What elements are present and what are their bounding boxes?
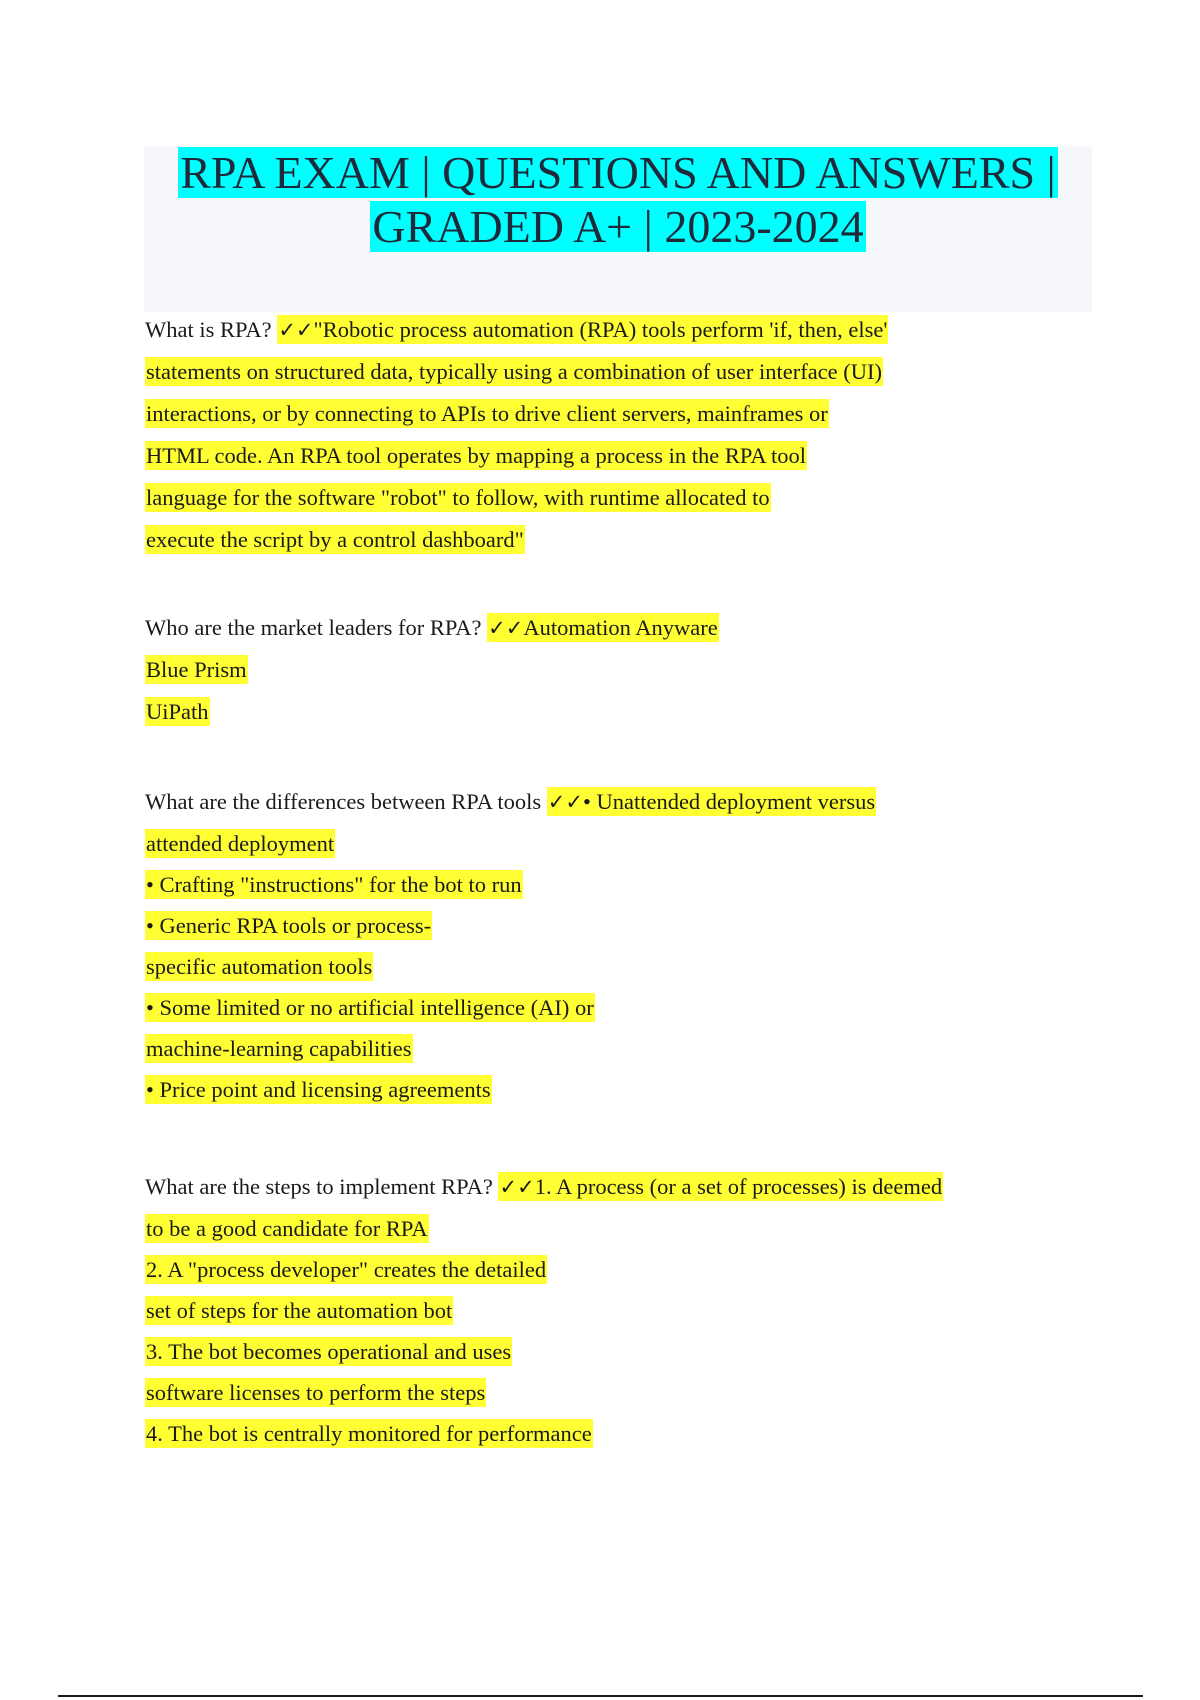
answer-line: • Generic RPA tools or process- (146, 913, 432, 938)
check-icon: ✓✓ (278, 318, 314, 342)
answer-line: • Some limited or no artificial intelligence (AI) or (146, 995, 594, 1020)
answer-line: machine-learning capabilities (146, 1036, 412, 1061)
answer-line: • Crafting "instructions" for the bot to run (146, 872, 522, 897)
page-bottom-rule (58, 1695, 1143, 1697)
question-text: What are the differences between RPA tools (145, 789, 542, 814)
title-line-1: RPA EXAM | QUESTIONS AND ANSWERS | (180, 147, 1056, 198)
answer-line: HTML code. An RPA tool operates by mapping a process in the RPA tool (146, 443, 806, 468)
qa-block-implement-steps (145, 1166, 1045, 1454)
answer-line: language for the software "robot" to follow, with runtime allocated to (146, 485, 770, 510)
answer-line: 1. A process (or a set of processes) is deemed (534, 1174, 943, 1199)
answer-line: • Price point and licensing agreements (146, 1077, 491, 1102)
answer-line: specific automation tools (146, 954, 373, 979)
answer-line: 3. The bot becomes operational and uses (146, 1339, 512, 1364)
check-icon: ✓✓ (488, 616, 524, 640)
answer-line: "Robotic process automation (RPA) tools perform 'if, then, else' (313, 317, 888, 342)
qa-block-market-leaders (145, 607, 1045, 733)
document-title (144, 146, 1092, 254)
qa-question-line (145, 309, 1045, 351)
qa-question-line (145, 607, 1045, 649)
title-line-2: GRADED A+ | 2023-2024 (372, 201, 864, 252)
answer-line: interactions, or by connecting to APIs to drive client servers, mainframes or (146, 401, 828, 426)
question-text: Who are the market leaders for RPA? (145, 615, 482, 640)
answer-line: execute the script by a control dashboard" (146, 527, 524, 552)
answer-line: 4. The bot is centrally monitored for performance (146, 1421, 592, 1446)
question-text: What are the steps to implement RPA? (145, 1174, 493, 1199)
check-icon: ✓✓ (547, 790, 583, 814)
qa-block-differences (145, 781, 1045, 1110)
answer-line: statements on structured data, typically using a combination of user interface (UI) (146, 359, 883, 384)
answer-line: software licenses to perform the steps (146, 1380, 486, 1405)
answer-line: UiPath (146, 699, 209, 724)
qa-question-line (145, 781, 1045, 823)
answer-line: Blue Prism (146, 657, 247, 682)
answer-line: 2. A "process developer" creates the detailed (146, 1257, 547, 1282)
answer-line: • Unattended deployment versus (582, 789, 876, 814)
question-text: What is RPA? (145, 317, 272, 342)
answer-line: set of steps for the automation bot (146, 1298, 453, 1323)
answer-line: attended deployment (146, 831, 335, 856)
answer-line: to be a good candidate for RPA (146, 1216, 428, 1241)
qa-question-line (145, 1166, 1045, 1208)
qa-block-what-is-rpa (145, 309, 1045, 561)
answer-line: Automation Anyware (523, 615, 718, 640)
check-icon: ✓✓ (499, 1175, 535, 1199)
